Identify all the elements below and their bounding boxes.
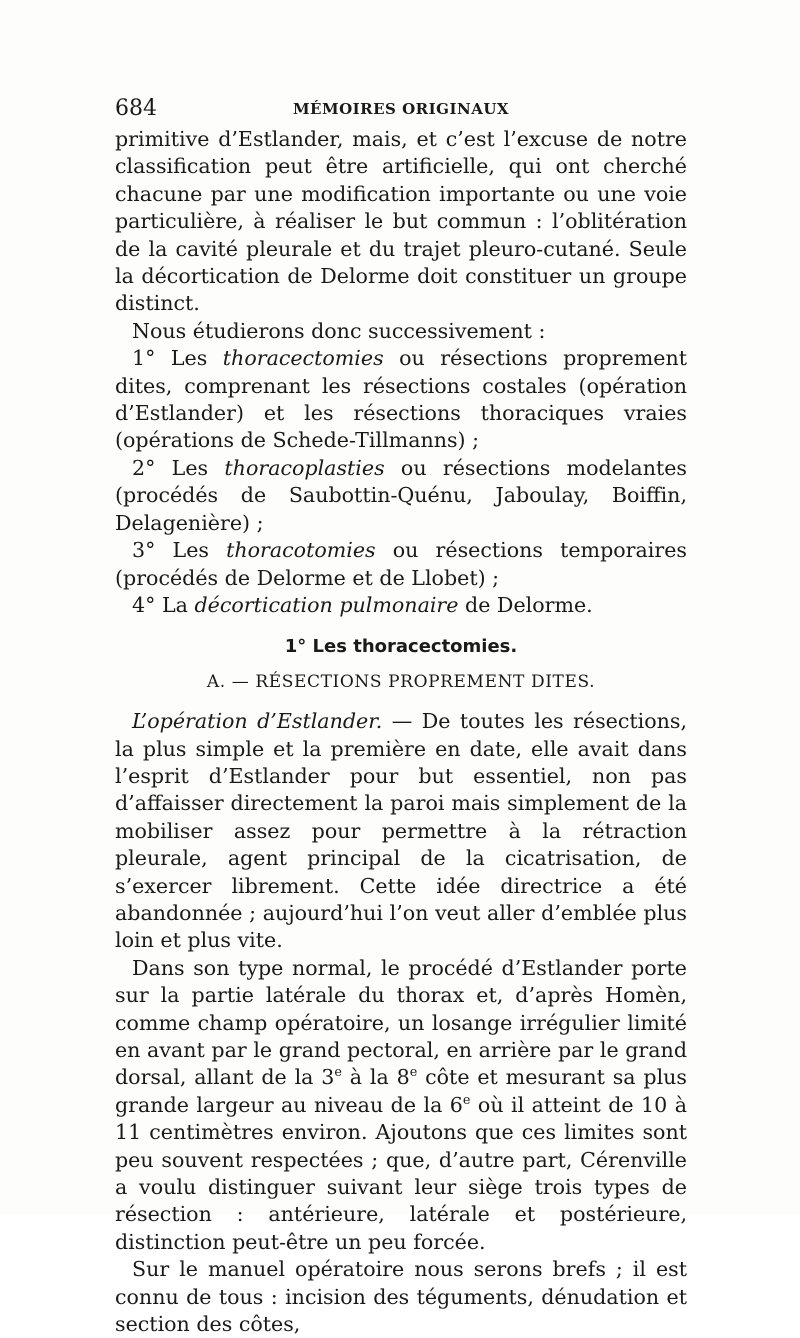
page-header xyxy=(115,96,687,126)
page-number: 684 xyxy=(115,96,157,121)
paragraph-4: Dans son type normal, le procédé d’Estlander porte sur la partie latérale du thorax et, d’après Homèn, comme champ opératoire, un losange irrégulier limité en avant par le grand pectoral, en arrière par le grand dorsal, allant de la 3e à la 8e côte et mesurant sa plus grande largeur au niveau de la 6e où il atteint de 10 à 11 centimètres environ. Ajoutons que ces limites sont peu souvent respectées ; que, d’autre part, Cérenville a voulu distinguer suivant leur siège trois types de résection : antérieure, latérale et postérieure, distinction peut-être un peu forcée. xyxy=(115,955,687,1254)
list-item-4: 4° La décortication pulmonaire de Delorme. xyxy=(132,592,593,617)
body-text xyxy=(115,126,687,1338)
subsection-title: A. — RÉSECTIONS PROPREMENT DITES. xyxy=(206,671,596,692)
running-title: MÉMOIRES ORIGINAUX xyxy=(292,100,510,118)
list-item-1: 1° Les thoracectomies ou résections proprement dites, comprenant les résections costales (opération d’Estlander) et les résections thoraciques vraies (opérations de Schede-Tillmanns) ; xyxy=(115,346,688,453)
paragraph-2: Nous étudierons donc successivement : xyxy=(132,318,546,343)
paragraph-5: Sur le manuel opératoire nous serons brefs ; il est connu de tous : incision des téguments, dénudation et section des côtes, xyxy=(115,1257,687,1337)
list-item-3: 3° Les thoracotomies ou résections temporaires (procédés de Delorme et de Llobet) ; xyxy=(115,538,687,590)
paragraph-1: primitive d’Estlander, mais, et c’est l’excuse de notre classification peut être artificielle, qui ont cherché chacune par une modification importante ou une voie particulière, à réaliser le but commun : l’oblitération de la cavité pleurale et du trajet pleuro-cutané. Seule la décortication de Delorme doit constituer un groupe distinct. xyxy=(115,127,687,316)
list-item-2: 2° Les thoracoplasties ou résections modelantes (procédés de Saubottin-Quénu, Jaboulay, Boiffin, Delagenière) ; xyxy=(115,455,688,535)
section-title: 1° Les thoracectomies. xyxy=(284,636,518,658)
paragraph-3: L’opération d’Estlander. — De toutes les résections, la plus simple et la première en date, elle avait dans l’esprit d’Estlander pour but essentiel, non pas d’affaisser directement la paroi mais simplement de la mobiliser assez pour permettre à la rétraction pleurale, agent principal de la cicatrisation, de s’exercer librement. Cette idée directrice a été abandonnée ; aujourd’hui l’on veut aller d’emblée plus loin et plus vite. xyxy=(115,709,688,953)
